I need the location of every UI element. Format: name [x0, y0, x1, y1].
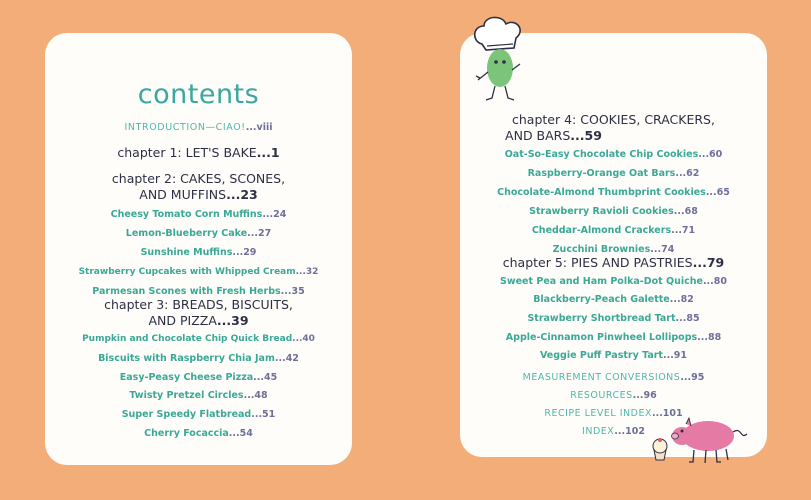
chapter-4-heading-line-1[interactable] — [460, 112, 767, 127]
back-matter-entry[interactable] — [460, 372, 767, 383]
page-number: ...51 — [251, 409, 276, 420]
page-number: ...96 — [632, 390, 657, 401]
recipe-entry[interactable] — [45, 247, 352, 258]
recipe-entry[interactable] — [45, 209, 352, 220]
recipe-entry[interactable] — [45, 390, 352, 401]
recipe-name: Sweet Pea and Ham Polka-Dot Quiche — [500, 276, 703, 287]
page-number: ...68 — [673, 206, 698, 217]
recipe-name: Veggie Puff Pastry Tart — [539, 350, 663, 361]
recipe-entry[interactable] — [460, 149, 767, 160]
page-number: ...39 — [216, 313, 249, 328]
recipe-entry[interactable] — [460, 350, 767, 361]
chapter-title: AND PIZZA — [148, 313, 217, 328]
chef-hat-thumbprint-character-icon — [468, 14, 528, 106]
page-number: ...71 — [671, 225, 696, 236]
left-page-card — [45, 33, 352, 465]
recipe-name: Parmesan Scones with Fresh Herbs — [92, 286, 281, 297]
chapter-1-heading[interactable] — [45, 145, 352, 160]
recipe-entry[interactable] — [45, 334, 352, 344]
page-number: ...32 — [295, 267, 319, 277]
recipe-name: Cherry Focaccia — [144, 428, 229, 439]
recipe-entry[interactable] — [45, 286, 352, 297]
page-number: ...29 — [232, 247, 257, 258]
chapter-5-heading[interactable] — [460, 255, 767, 270]
page-number: ...35 — [280, 286, 305, 297]
recipe-name: Lemon-Blueberry Cake — [125, 228, 248, 239]
recipe-entry[interactable] — [460, 276, 767, 287]
chapter-2-heading-line-1[interactable] — [45, 171, 352, 186]
recipe-name: Apple-Cinnamon Pinwheel Lollipops — [505, 332, 698, 343]
recipe-name: Zucchini Brownies — [552, 244, 651, 255]
page-number: ...45 — [253, 372, 278, 383]
chapter-title: chapter 1: LET'S BAKE — [117, 145, 257, 160]
recipe-name: Blackberry-Peach Galette — [533, 294, 670, 305]
page-number: ...65 — [705, 187, 730, 198]
recipe-entry[interactable] — [460, 313, 767, 324]
back-matter-entry[interactable] — [460, 390, 767, 401]
intro-entry[interactable] — [45, 122, 352, 133]
page-number: ...59 — [570, 128, 602, 143]
recipe-name: Sunshine Muffins — [140, 247, 233, 258]
chapter-title: AND BARS — [505, 128, 571, 143]
recipe-entry[interactable] — [460, 206, 767, 217]
page-number: ...42 — [274, 353, 299, 364]
page-number: ...27 — [247, 228, 272, 239]
back-matter-label: INDEX — [582, 426, 615, 437]
recipe-name: Super Speedy Flatbread — [121, 409, 252, 420]
page-number: ...23 — [226, 187, 258, 202]
intro-label: INTRODUCTION—CIAO! — [124, 122, 246, 133]
recipe-entry[interactable] — [45, 428, 352, 439]
chapter-title: chapter 2: CAKES, SCONES, — [111, 171, 286, 186]
recipe-entry[interactable] — [45, 409, 352, 420]
recipe-entry[interactable] — [460, 187, 767, 198]
recipe-name: Chocolate-Almond Thumbprint Cookies — [497, 187, 706, 198]
page-number: ...79 — [692, 255, 725, 270]
chapter-title: AND MUFFINS — [139, 187, 227, 202]
page-number: ...82 — [669, 294, 694, 305]
recipe-entry[interactable] — [460, 294, 767, 305]
recipe-name: Easy-Peasy Cheese Pizza — [119, 372, 254, 383]
back-matter-label: RECIPE LEVEL INDEX — [544, 408, 652, 419]
page-number: ...74 — [650, 244, 675, 255]
recipe-name: Oat-So-Easy Chocolate Chip Cookies — [504, 149, 699, 160]
chapter-3-heading-line-2[interactable] — [45, 313, 352, 328]
page-number: ...48 — [243, 390, 268, 401]
page-number: ...101 — [651, 408, 683, 419]
recipe-entry[interactable] — [45, 372, 352, 383]
recipe-name: Strawberry Ravioli Cookies — [529, 206, 674, 217]
recipe-name: Cheddar-Almond Crackers — [531, 225, 672, 236]
page-number: ...95 — [680, 372, 705, 383]
recipe-name: Pumpkin and Chocolate Chip Quick Bread — [82, 334, 293, 344]
recipe-entry[interactable] — [45, 353, 352, 364]
page-number: ...54 — [228, 428, 253, 439]
back-matter-label: RESOURCES — [570, 390, 633, 401]
recipe-entry[interactable] — [460, 332, 767, 343]
page-number: ...1 — [256, 145, 280, 160]
chapter-3-heading-line-1[interactable] — [45, 297, 352, 312]
chapter-title: chapter 5: PIES AND PASTRIES — [502, 255, 693, 270]
page-number: ...40 — [292, 334, 315, 344]
page-number: ...24 — [262, 209, 287, 220]
page-number: ...88 — [697, 332, 722, 343]
recipe-name: Strawberry Shortbread Tart — [527, 313, 676, 324]
contents-title: contents — [137, 79, 260, 110]
recipe-name: Biscuits with Raspberry Chia Jam — [98, 353, 275, 364]
back-matter-label: MEASUREMENT CONVERSIONS — [522, 372, 681, 383]
recipe-name: Raspberry-Orange Oat Bars — [527, 168, 676, 179]
chapter-2-heading-line-2[interactable] — [45, 187, 352, 202]
recipe-name: Cheesy Tomato Corn Muffins — [110, 209, 263, 220]
recipe-entry[interactable] — [45, 267, 352, 277]
page-number: ...viii — [245, 122, 273, 133]
recipe-name: Strawberry Cupcakes with Whipped Cream — [78, 267, 296, 277]
page-number: ...85 — [675, 313, 700, 324]
recipe-entry[interactable] — [460, 168, 767, 179]
recipe-entry[interactable] — [45, 228, 352, 239]
page-number: ...60 — [698, 149, 723, 160]
chapter-title: chapter 3: BREADS, BISCUITS, — [104, 297, 293, 312]
recipe-entry[interactable] — [460, 225, 767, 236]
recipe-name: Twisty Pretzel Circles — [129, 390, 244, 401]
chapter-title: chapter 4: COOKIES, CRACKERS, — [512, 112, 715, 127]
page-number: ...80 — [702, 276, 727, 287]
chapter-4-heading-line-2[interactable] — [340, 128, 767, 143]
recipe-entry[interactable] — [460, 244, 767, 255]
pig-with-cupcake-icon — [648, 414, 756, 474]
page-number: ...91 — [662, 350, 688, 361]
page-number: ...62 — [675, 168, 700, 179]
page-number: ...102 — [614, 426, 645, 437]
